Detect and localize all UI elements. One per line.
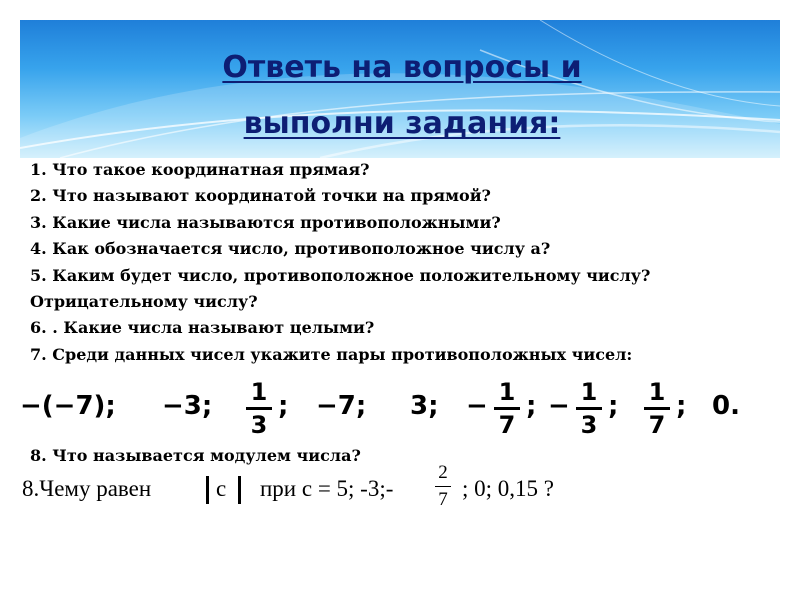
title-line-1: Ответь на вопросы и (222, 50, 582, 85)
minus-sign: − (466, 391, 488, 421)
absolute-value-bar-left (206, 476, 209, 504)
modulus-task-values: при с = 5; -3;- (260, 476, 394, 501)
fraction-one-seventh: 1 7 (492, 378, 522, 439)
question-item: 6. . Какие числа называют целыми? (30, 318, 375, 338)
question-item: 5. Каким будет число, противоположное положительному числу? (30, 265, 651, 285)
minus-sign: − (548, 391, 570, 421)
question-item: 4. Как обозначается число, противоположное числу а? (30, 239, 551, 259)
question-item: 1. Что такое координатная прямая? (30, 160, 370, 179)
modulus-task (22, 462, 662, 522)
separator: ; (608, 391, 619, 421)
number-token: 0. (712, 391, 740, 421)
fraction-bar (644, 407, 670, 410)
fraction-one-third: 1 3 (574, 378, 604, 439)
separator: ; (278, 391, 289, 421)
fraction-one-seventh: 1 7 (642, 378, 672, 439)
question-8: 8. Что называется модулем числа? (30, 446, 361, 465)
number-token: −3; (162, 391, 213, 421)
fraction-bar (435, 486, 451, 487)
fraction-bar (246, 407, 272, 410)
question-item: 3. Какие числа называются противоположными? (30, 212, 501, 232)
fraction-one-third: 1 3 (244, 378, 274, 439)
modulus-variable: с (216, 476, 227, 501)
number-token: −7; (316, 391, 367, 421)
separator: ; (526, 391, 537, 421)
absolute-value-bar-right (238, 476, 241, 504)
modulus-task-prefix: 8.Чему равен (22, 476, 152, 501)
fraction-bar (494, 407, 520, 410)
modulus-task-suffix: ; 0; 0,15 ? (462, 476, 554, 501)
title-line-2: выполни задания: (243, 106, 561, 141)
title-banner (20, 20, 780, 158)
fraction-two-sevenths: 2 7 (434, 462, 452, 511)
question-item: Отрицательному числу? (30, 292, 258, 312)
number-token: 3; (410, 391, 439, 421)
number-token: −(−7); (20, 391, 116, 421)
fraction-bar (576, 407, 602, 410)
separator: ; (676, 391, 687, 421)
question-list (30, 157, 750, 368)
question-item: 7. Среди данных чисел укажите пары противоположных чисел: (30, 344, 633, 364)
question-item: 2. Что называют координатой точки на прямой? (30, 186, 491, 206)
